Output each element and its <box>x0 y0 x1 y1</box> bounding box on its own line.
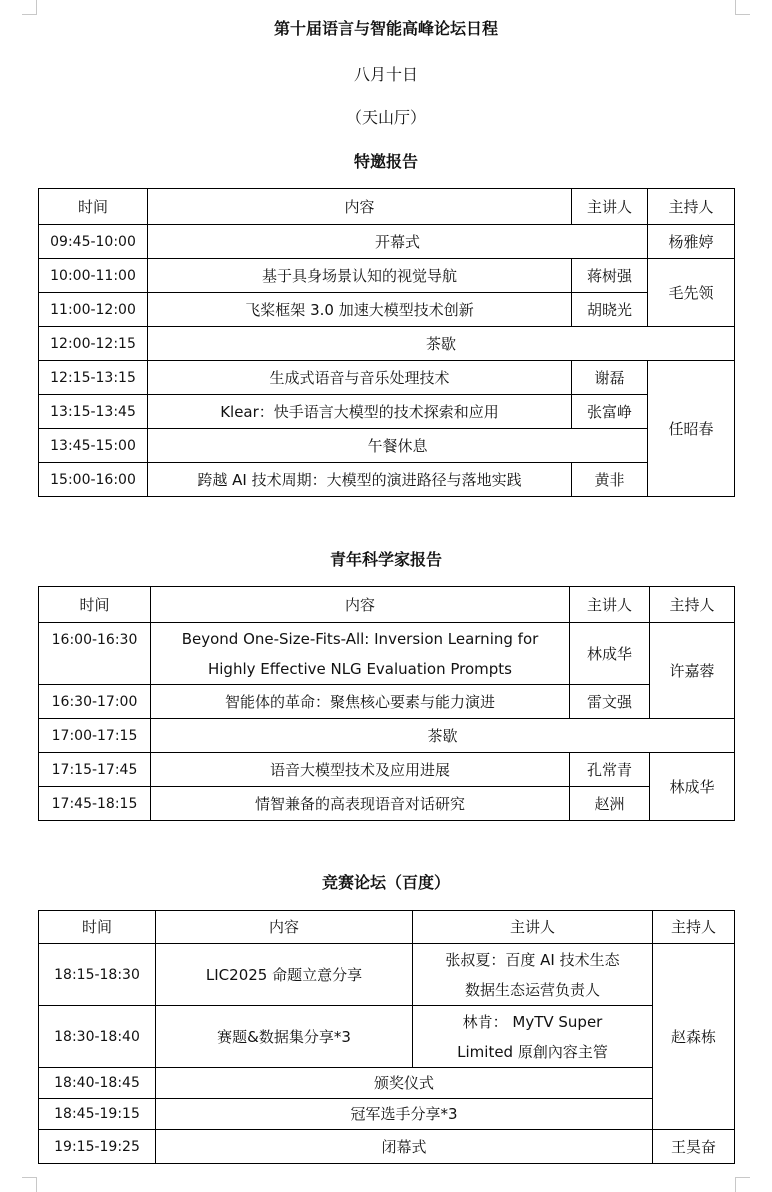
table-row <box>39 395 735 429</box>
row-speaker: 胡晓光 <box>572 293 648 327</box>
row-time: 11:00-12:00 <box>39 293 148 327</box>
header-time: 时间 <box>39 911 156 944</box>
row-content: 情智兼备的高表现语音对话研究 <box>151 787 570 821</box>
row-host: 任昭春 <box>648 361 735 497</box>
row-time: 18:45-19:15 <box>39 1099 156 1130</box>
table-header-row <box>39 189 735 225</box>
row-speaker-line: 数据生态运营负责人 <box>464 980 600 999</box>
row-host: 许嘉蓉 <box>650 623 735 719</box>
section-title-invited-talks: 特邀报告 <box>353 152 418 171</box>
row-content: 冠军选手分享*3 <box>156 1099 653 1130</box>
row-host: 林成华 <box>650 753 735 821</box>
row-content: 午餐休息 <box>148 429 648 463</box>
crop-mark-bottom-right <box>735 1177 750 1192</box>
table-header-row <box>39 587 735 623</box>
row-host: 王昊奋 <box>653 1130 735 1164</box>
row-time: 18:40-18:45 <box>39 1068 156 1099</box>
row-time: 18:30-18:40 <box>39 1006 156 1068</box>
row-content: 基于具身场景认知的视觉导航 <box>148 259 572 293</box>
table-row <box>39 1006 735 1068</box>
header-speaker: 主讲人 <box>413 911 653 944</box>
row-time: 19:15-19:25 <box>39 1130 156 1164</box>
header-content: 内容 <box>151 587 570 623</box>
row-time: 13:15-13:45 <box>39 395 148 429</box>
header-time: 时间 <box>39 189 148 225</box>
row-content: 茶歇 <box>148 327 735 361</box>
row-time: 13:45-15:00 <box>39 429 148 463</box>
row-content: 开幕式 <box>148 225 648 259</box>
header-content: 内容 <box>156 911 413 944</box>
row-host: 杨雅婷 <box>648 225 735 259</box>
row-content: 茶歇 <box>151 719 735 753</box>
row-time: 17:00-17:15 <box>39 719 151 753</box>
document-title: 第十届语言与智能高峰论坛日程 <box>273 19 498 38</box>
row-speaker: 赵洲 <box>570 787 650 821</box>
table-row <box>39 623 735 685</box>
table-row <box>39 685 735 719</box>
row-speaker-line: Limited 原創內容主管 <box>457 1042 608 1061</box>
row-host: 赵森栋 <box>653 944 735 1130</box>
row-content: 闭幕式 <box>156 1130 653 1164</box>
schedule-venue: （天山厅） <box>345 108 426 127</box>
row-time: 09:45-10:00 <box>39 225 148 259</box>
row-content: Klear：快手语言大模型的技术探索和应用 <box>148 395 572 429</box>
table-header-row <box>39 911 735 944</box>
crop-mark-top-left <box>22 0 37 15</box>
row-time: 18:15-18:30 <box>39 944 156 1006</box>
table-row <box>39 361 735 395</box>
row-time: 17:45-18:15 <box>39 787 151 821</box>
young-scientists-table <box>38 586 735 821</box>
row-speaker-line: 张叔夏：百度 AI 技术生态 <box>445 950 620 969</box>
table-row <box>39 1130 735 1164</box>
row-content: 颁奖仪式 <box>156 1068 653 1099</box>
row-content: 跨越 AI 技术周期：大模型的演进路径与落地实践 <box>148 463 572 497</box>
row-time: 15:00-16:00 <box>39 463 148 497</box>
row-speaker: 林成华 <box>570 623 650 685</box>
row-time: 12:00-12:15 <box>39 327 148 361</box>
schedule-date: 八月十日 <box>353 65 418 84</box>
row-speaker: 张富峥 <box>572 395 648 429</box>
table-row <box>39 429 735 463</box>
row-host: 毛先领 <box>648 259 735 327</box>
table-row <box>39 225 735 259</box>
row-content: 赛题&数据集分享*3 <box>156 1006 413 1068</box>
header-speaker: 主讲人 <box>570 587 650 623</box>
row-speaker <box>413 944 653 1006</box>
row-content <box>151 623 570 685</box>
header-host: 主持人 <box>650 587 735 623</box>
table-row <box>39 1068 735 1099</box>
table-row <box>39 259 735 293</box>
invited-talks-table <box>38 188 735 497</box>
row-content: 智能体的革命：聚焦核心要素与能力演进 <box>151 685 570 719</box>
header-host: 主持人 <box>648 189 735 225</box>
header-content: 内容 <box>148 189 572 225</box>
crop-mark-top-right <box>735 0 750 15</box>
row-speaker <box>413 1006 653 1068</box>
header-host: 主持人 <box>653 911 735 944</box>
row-content: 语音大模型技术及应用进展 <box>151 753 570 787</box>
row-speaker: 孔常青 <box>570 753 650 787</box>
table-row <box>39 753 735 787</box>
table-row <box>39 719 735 753</box>
row-speaker-line: 林肯： MyTV Super <box>462 1012 603 1031</box>
table-row <box>39 293 735 327</box>
table-row <box>39 1099 735 1130</box>
table-row <box>39 787 735 821</box>
row-content-line: Highly Effective NLG Evaluation Prompts <box>207 659 512 678</box>
row-speaker: 蒋树强 <box>572 259 648 293</box>
row-time: 10:00-11:00 <box>39 259 148 293</box>
row-speaker: 雷文强 <box>570 685 650 719</box>
section-title-young-scientists: 青年科学家报告 <box>329 550 442 569</box>
row-time: 17:15-17:45 <box>39 753 151 787</box>
row-content: 生成式语音与音乐处理技术 <box>148 361 572 395</box>
row-content: LIC2025 命题立意分享 <box>156 944 413 1006</box>
row-time: 12:15-13:15 <box>39 361 148 395</box>
crop-mark-bottom-left <box>22 1177 37 1192</box>
row-time: 16:00-16:30 <box>39 623 151 685</box>
row-content: 飞桨框架 3.0 加速大模型技术创新 <box>148 293 572 327</box>
section-title-competition-forum: 竞赛论坛（百度） <box>321 873 450 892</box>
table-row <box>39 463 735 497</box>
header-speaker: 主讲人 <box>572 189 648 225</box>
row-content-line: Beyond One-Size-Fits-All: Inversion Learning for <box>181 629 539 648</box>
row-speaker: 谢磊 <box>572 361 648 395</box>
header-time: 时间 <box>39 587 151 623</box>
competition-forum-table <box>38 910 735 1164</box>
row-speaker: 黄非 <box>572 463 648 497</box>
table-row <box>39 944 735 1006</box>
row-time: 16:30-17:00 <box>39 685 151 719</box>
table-row <box>39 327 735 361</box>
